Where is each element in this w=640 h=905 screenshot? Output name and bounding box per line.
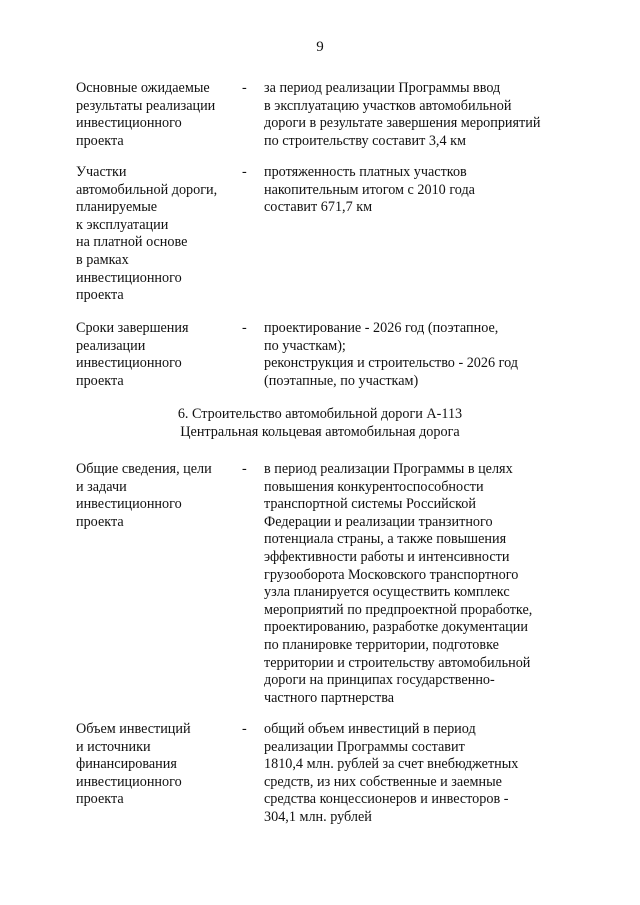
row-label: Сроки завершения реализации инвестиционного проекта	[76, 320, 189, 389]
row-dash: -	[242, 461, 247, 477]
row-value: в период реализации Программы в целях повышения конкурентоспособности транспортной системы Российской Федерации и реализации транзитного потенциала страны, а также повышения эффективности работы и интенсивности грузооборота Московского транспортного узла планируется осуществить комплекс мероприятий по предпроектной проработке, проектированию, разработке документации по планировке территории, подготовке территории и строительству автомобильной дороги на принципах государственно- частного партнерства	[264, 461, 533, 706]
row-dash: -	[242, 164, 247, 180]
row-dash: -	[242, 721, 247, 737]
page-number: 9	[316, 39, 324, 55]
section-heading: 6. Строительство автомобильной дороги А-113 Центральная кольцевая автомобильная дорога	[177, 406, 463, 440]
row-value: общий объем инвестиций в период реализации Программы составит 1810,4 млн. рублей за счет внебюджетных средств, из них собственные и заемные средства концессионеров и инвесторов - 304,1 млн. рублей	[264, 721, 519, 825]
row-label: Объем инвестиций и источники финансирования инвестиционного проекта	[76, 721, 191, 808]
row-dash: -	[242, 320, 247, 336]
row-dash: -	[242, 80, 247, 96]
row-value: протяженность платных участков накопительным итогом с 2010 года составит 671,7 км	[264, 164, 475, 216]
row-value: проектирование - 2026 год (поэтапное, по участкам); реконструкция и строительство - 2026 год (поэтапные, по участкам)	[264, 320, 519, 389]
row-value: за период реализации Программы ввод в эксплуатацию участков автомобильной дороги в результате завершения мероприятий по строительству составит 3,4 км	[264, 80, 541, 149]
row-label: Участки автомобильной дороги, планируемые к эксплуатации на платной основе в рамках инвестиционного проекта	[76, 164, 218, 304]
row-label: Общие сведения, цели и задачи инвестиционного проекта	[76, 461, 212, 530]
row-label: Основные ожидаемые результаты реализации инвестиционного проекта	[76, 80, 216, 149]
